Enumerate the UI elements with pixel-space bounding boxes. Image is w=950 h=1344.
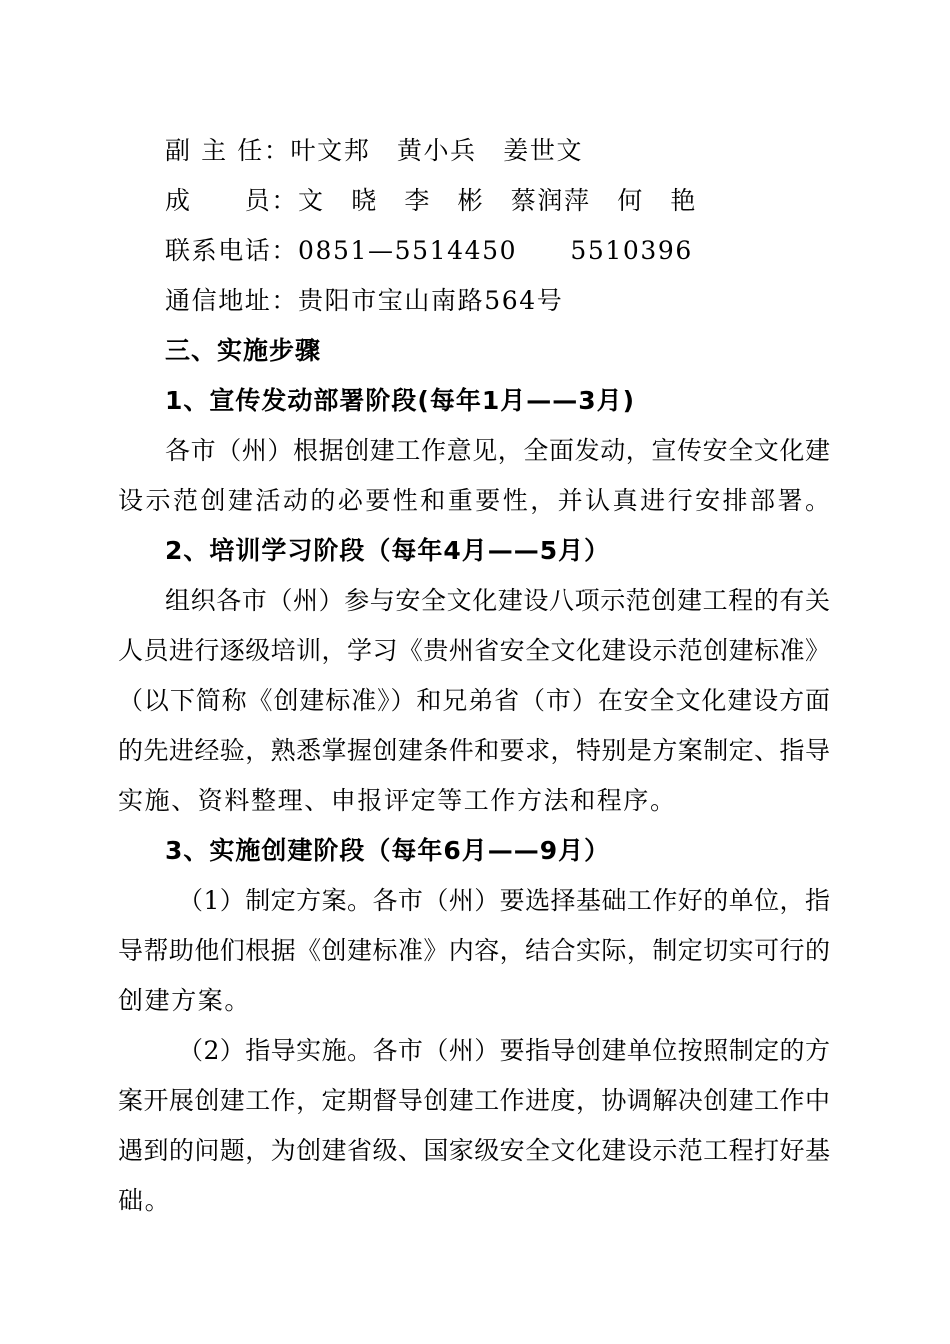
- phone-line: 联系电话：0851—5514450 5510396: [165, 236, 693, 265]
- step2-body-line: 的先进经验，熟悉掌握创建条件和要求，特别是方案制定、指导: [118, 736, 830, 765]
- step3-item2-line: 础。: [118, 1186, 172, 1215]
- step3-heading: 3、实施创建阶段（每年6月——9月）: [165, 836, 611, 865]
- step2-body-line: 实施、资料整理、申报评定等工作方法和程序。: [118, 786, 677, 815]
- step3-item1-line: 创建方案。: [118, 986, 252, 1015]
- address-line: 通信地址：贵阳市宝山南路564号: [165, 286, 564, 315]
- step2-body-line: 人员进行逐级培训，学习《贵州省安全文化建设示范创建标准》: [118, 636, 830, 665]
- step3-item1-line: 导帮助他们根据《创建标准》内容，结合实际，制定切实可行的: [118, 936, 830, 965]
- section3-heading: 三、实施步骤: [165, 336, 322, 365]
- step3-item2-line: 案开展创建工作，定期督导创建工作进度，协调解决创建工作中: [118, 1086, 830, 1115]
- step2-heading: 2、培训学习阶段（每年4月——5月）: [165, 536, 611, 565]
- step3-item2-line: 遇到的问题，为创建省级、国家级安全文化建设示范工程打好基: [118, 1136, 830, 1165]
- step1-heading: 1、宣传发动部署阶段(每年1月——3月): [165, 386, 636, 415]
- step3-item1-line: （1）制定方案。各市（州）要选择基础工作好的单位，指: [178, 886, 830, 915]
- step1-body-line: 各市（州）根据创建工作意见，全面发动，宣传安全文化建: [165, 436, 830, 465]
- step2-body-line: （以下简称《创建标准》）和兄弟省（市）在安全文化建设方面: [118, 686, 830, 715]
- step3-item2-line: （2）指导实施。各市（州）要指导创建单位按照制定的方: [178, 1036, 830, 1065]
- vice-director-line: 副 主 任：叶文邦 黄小兵 姜世文: [165, 136, 584, 165]
- step1-body-line: 设示范创建活动的必要性和重要性，并认真进行安排部署。: [118, 486, 830, 515]
- members-line: 成 员：文 晓 李 彬 蔡润萍 何 艳: [165, 186, 698, 215]
- step2-body-line: 组织各市（州）参与安全文化建设八项示范创建工程的有关: [165, 586, 830, 615]
